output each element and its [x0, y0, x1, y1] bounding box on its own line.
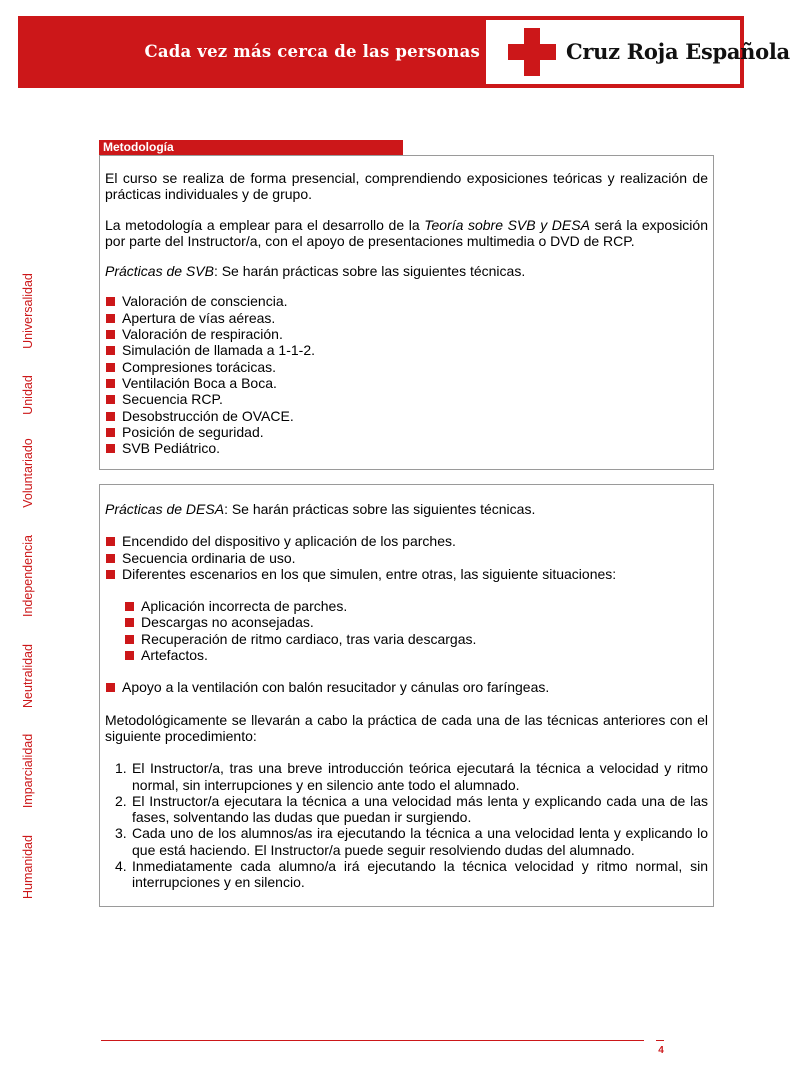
- page-number: 4: [658, 1045, 664, 1056]
- desa-extra-list: [105, 679, 708, 695]
- desa-box: [99, 484, 714, 907]
- method-paragraph: La metodología a emplear para el desarrollo de la Teoría sobre SVB y DESA será la exposición por parte del Instructor/a, con el apoyo de presentaciones multimedia o DVD de RCP.: [105, 216, 708, 249]
- step-item: 1. El Instructor/a, tras una breve introducción teórica ejecutará la técnica a velocidad y ritmo normal, sin interrupciones y en silencio ante todo el alumnado.: [115, 760, 708, 793]
- list-item: Valoración de consciencia.: [105, 293, 708, 309]
- slogan: Cada vez más cerca de las personas: [144, 42, 480, 61]
- section-title: Metodología: [99, 140, 403, 155]
- list-item: Valoración de respiración.: [105, 326, 708, 342]
- list-item: SVB Pediátrico.: [105, 440, 708, 456]
- cruz-roja-logo: [486, 20, 790, 84]
- list-item: Posición de seguridad.: [105, 424, 708, 440]
- side-values: Humanidad Imparcialidad Neutralidad Independencia Voluntariado Unidad Universalidad: [21, 273, 35, 899]
- list-item: Aplicación incorrecta de parches.: [124, 598, 708, 614]
- list-item: Apoyo a la ventilación con balón resucitador y cánulas oro faríngeas.: [105, 679, 708, 695]
- desa-heading: Prácticas de DESA: Se harán prácticas sobre las siguientes técnicas.: [105, 501, 536, 517]
- list-item: Diferentes escenarios en los que simulen, entre otras, las siguiente situaciones:: [105, 566, 708, 582]
- list-item: Encendido del dispositivo y aplicación de los parches.: [105, 533, 708, 549]
- svb-heading: Prácticas de SVB: Se harán prácticas sobre las siguientes técnicas.: [105, 263, 526, 280]
- svb-list: [105, 293, 708, 456]
- footer-dash: [656, 1040, 664, 1041]
- list-item: Artefactos.: [124, 647, 708, 663]
- header-banner: [18, 16, 790, 88]
- desa-list: [105, 533, 708, 582]
- list-item: Recuperación de ritmo cardiaco, tras varia descargas.: [124, 631, 708, 647]
- step-item: 2. El Instructor/a ejecutara la técnica a una velocidad más lenta y explicando cada una de las fases, solventando las dudas que puedan ir surgiendo.: [115, 792, 708, 826]
- red-cross-icon: [508, 28, 556, 76]
- logo-text: Cruz Roja Española: [566, 39, 790, 64]
- step-item: 3. Cada uno de los alumnos/as ira ejecutando la técnica a una velocidad lenta y explicando lo que está haciendo. El Instructor/a puede seguir resolviendo dudas del alumnado.: [115, 825, 708, 858]
- intro-paragraph: El curso se realiza de forma presencial, comprendiendo exposiciones teóricas y realización de prácticas individuales y de grupo.: [105, 170, 708, 203]
- list-item: Simulación de llamada a 1-1-2.: [105, 342, 708, 358]
- procedure-steps: [105, 760, 708, 890]
- procedure-intro: Metodológicamente se llevarán a cabo la práctica de cada una de las técnicas anteriores con el siguiente procedimiento:: [105, 711, 708, 744]
- list-item: Compresiones torácicas.: [105, 359, 708, 375]
- methodology-box: [99, 155, 714, 470]
- list-item: Ventilación Boca a Boca.: [105, 375, 708, 391]
- list-item: Apertura de vías aéreas.: [105, 310, 708, 326]
- list-item: Secuencia RCP.: [105, 391, 708, 407]
- list-item: Secuencia ordinaria de uso.: [105, 550, 708, 566]
- step-item: 4. Inmediatamente cada alumno/a irá ejecutando la técnica velocidad y ritmo normal, sin interrupciones y en silencio.: [115, 858, 708, 891]
- list-item: Desobstrucción de OVACE.: [105, 408, 708, 424]
- footer-divider: [101, 1040, 644, 1041]
- list-item: Descargas no aconsejadas.: [124, 614, 708, 630]
- desa-sublist: [105, 598, 708, 663]
